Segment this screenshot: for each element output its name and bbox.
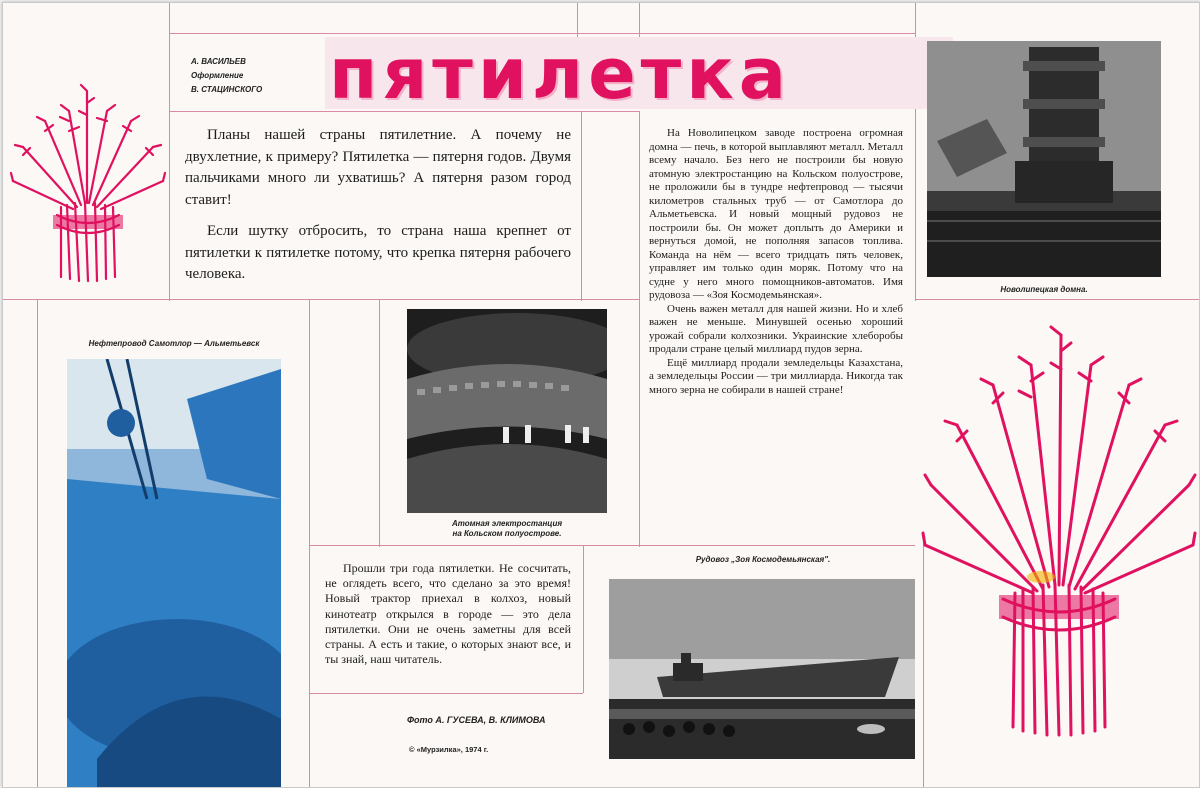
ship-caption: Рудовоз „Зоя Космодемьянская". bbox=[695, 555, 831, 564]
grid-rule bbox=[169, 3, 170, 301]
nuclear-caption-line-2: на Кольском полуострове. bbox=[452, 529, 562, 538]
middle-text bbox=[325, 561, 571, 667]
designer-name: В. СТАЦИНСКОГО bbox=[191, 85, 263, 94]
grid-rule bbox=[309, 545, 915, 546]
grid-rule bbox=[379, 299, 380, 547]
middle-paragraph: Прошли три года пятилетки. Не сосчитать, не оглядеть всего, что сделано за это время! Новый трактор приехал в колхоз, новый кинотеатр открылся в городе — это дела пятилетки. Они не очень заметны для всей страны. А есть и такие, о которых знают все, и ты знай, наш читатель. bbox=[325, 561, 571, 667]
credits bbox=[191, 55, 262, 97]
intro-text bbox=[185, 125, 571, 296]
intro-paragraph-2: Если шутку отбросить, то страна наша крепнет от пятилетки к пятилетке потому, что крепка пятерня рабочего человека. bbox=[185, 223, 571, 282]
author-name: А. ВАСИЛЬЕВ bbox=[191, 57, 246, 66]
photo-credit: Фото А. ГУСЕВА, В. КЛИМОВА bbox=[407, 715, 546, 725]
ship-photo bbox=[609, 579, 915, 759]
column-paragraph-2: Очень важен металл для нашей жизни. Но и хлеб важен не меньше. Минувшей осенью хороший урожай собрали колхозники. Украинские хлеборобы продали стране целый миллиард пудов зерна. bbox=[649, 302, 903, 355]
grid-rule bbox=[639, 3, 640, 37]
grid-rule bbox=[639, 111, 640, 547]
grid-rule bbox=[583, 545, 584, 693]
page-title: пятилетка bbox=[329, 33, 791, 115]
wheat-sheaf-right bbox=[921, 325, 1197, 749]
pipeline-caption: Нефтепровод Самотлор — Альметьевск bbox=[88, 339, 260, 348]
nuclear-caption-line-1: Атомная электростанция bbox=[451, 519, 563, 528]
nuclear-plant-caption bbox=[407, 519, 607, 539]
column-paragraph-3: Ещё миллиард продали земледельцы Казахстана, а земледельцы России — три миллиарда. Никогда так много зерна не собирали в нашей стране! bbox=[649, 356, 903, 396]
title-block bbox=[325, 33, 953, 115]
copyright: © «Мурзилка», 1974 г. bbox=[409, 745, 489, 754]
grid-rule bbox=[581, 111, 582, 301]
intro-paragraph-1: Планы нашей страны пятилетние. А почему не двухлетние, к примеру? Пятилетка — пятерня годов. Двумя пальчиками много ли ухватишь? А пятерня разом город ставит! bbox=[185, 127, 571, 208]
grid-rule bbox=[309, 693, 583, 694]
furnace-caption: Новолипецкая домна. bbox=[1000, 285, 1088, 294]
nuclear-plant-photo bbox=[407, 309, 607, 513]
article-column bbox=[649, 127, 903, 397]
grid-rule bbox=[3, 299, 639, 300]
wheat-sheaf-left bbox=[9, 81, 167, 295]
design-label: Оформление bbox=[191, 71, 244, 80]
grid-rule bbox=[309, 299, 310, 787]
pipeline-photo bbox=[67, 359, 281, 787]
furnace-photo bbox=[927, 41, 1161, 277]
column-paragraph-1: На Новолипецком заводе построена огромная домна — печь, в которой выплавляют металл. Металл всему начало. Без него не построили бы новую атомную электростанцию на Кольском полуострове, не проложили бы в тундре нефтепровод — тысячи километров стальных труб — от Самотлора до Альметьевска. И новый мощный рудовоз не построили бы. Он может доплыть до Америки и вернуться домой, не пополняя запасов топлива. Команда на нём — всего тридцать пять человек, управляет им только один моряк. Потому что на судне у него много помощников-автоматов. Имя рудовоза — «Зоя Космодемьянская». bbox=[649, 127, 903, 301]
grid-rule bbox=[915, 299, 1199, 300]
magazine-page bbox=[2, 2, 1200, 788]
grid-rule bbox=[37, 299, 38, 787]
grid-rule bbox=[577, 3, 578, 37]
